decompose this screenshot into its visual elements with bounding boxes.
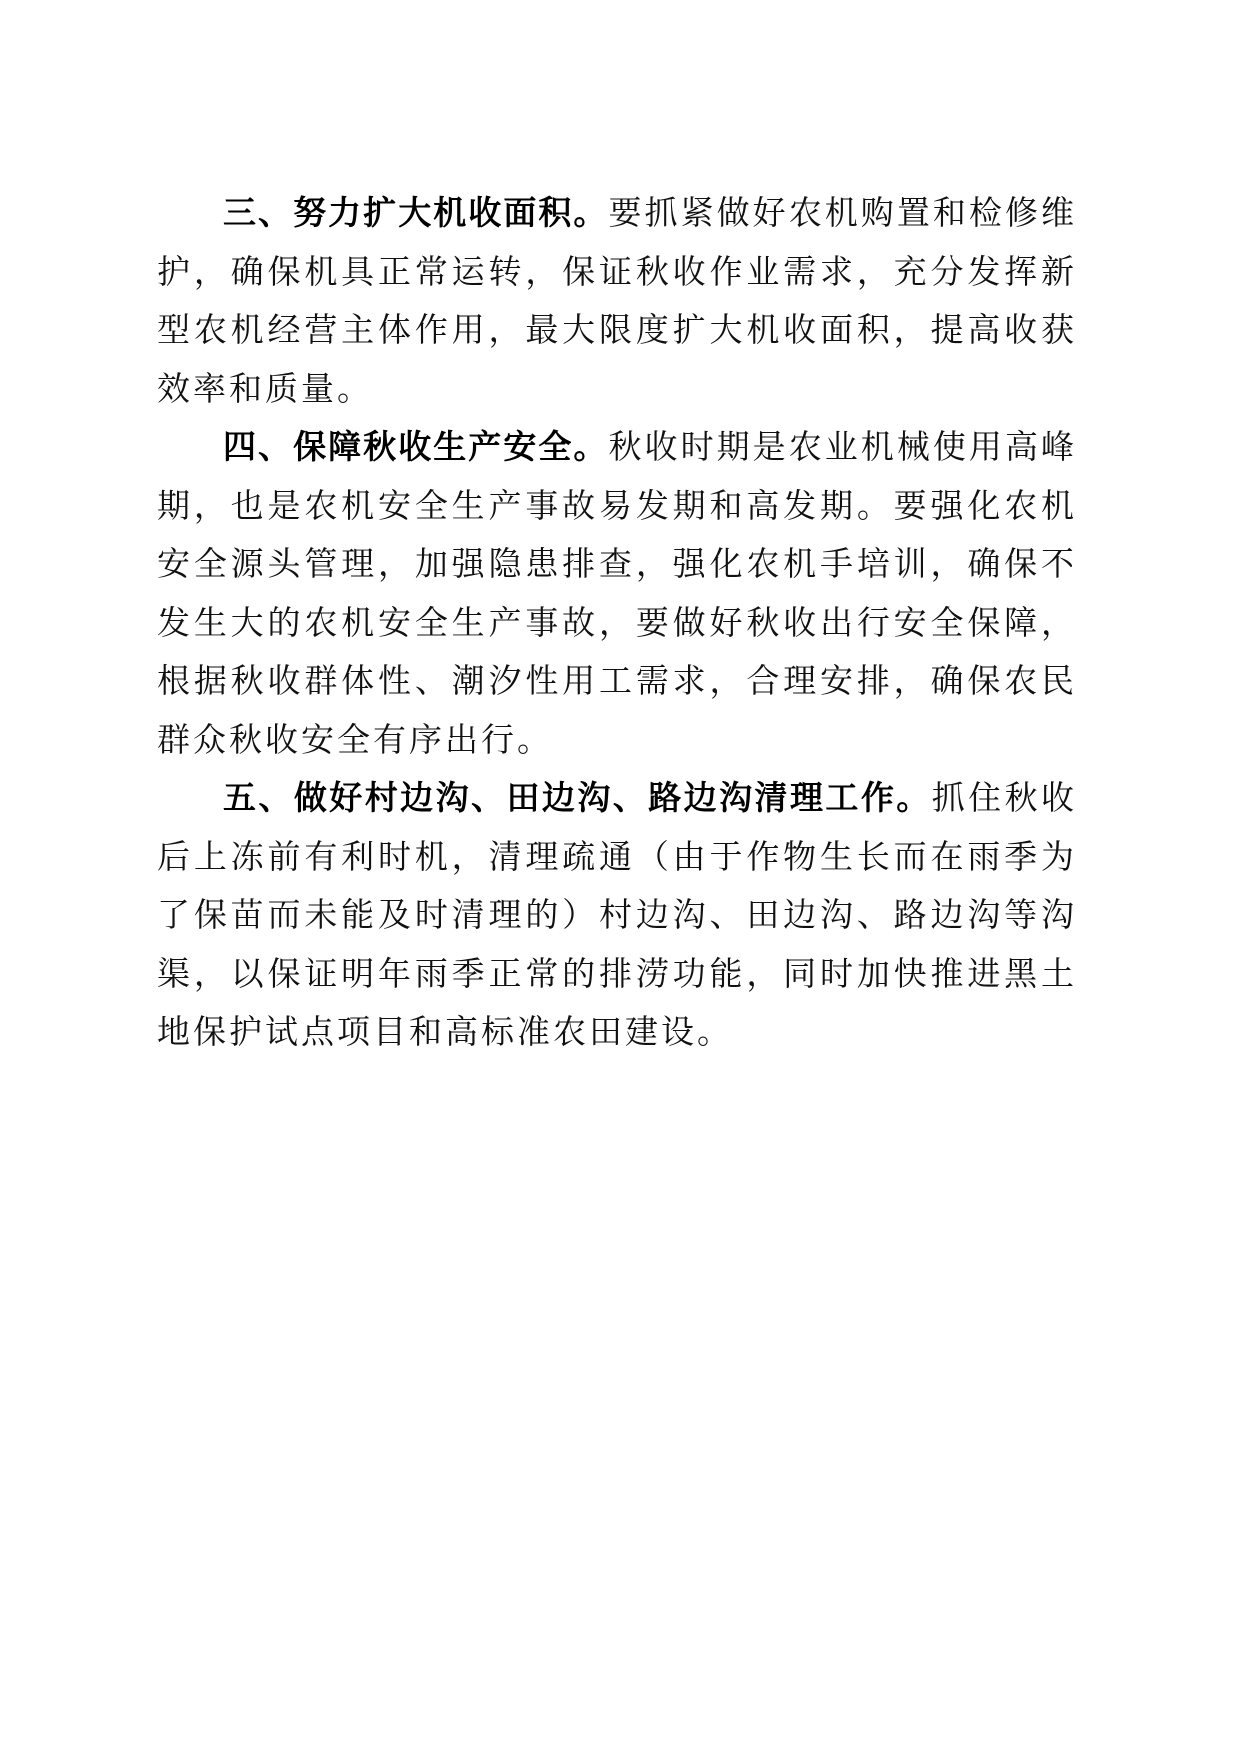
- paragraph-harvest-safety: [157, 418, 1077, 769]
- paragraph-expand-machine-harvest: [157, 184, 1077, 418]
- document-body: [157, 184, 1077, 1062]
- paragraph-text: 抓住秋收后上冻前有利时机，清理疏通（由于作物生长而在雨季为了保苗而未能及时清理的）村边沟、田边沟、路边沟等沟渠，以保证明年雨季正常的排涝功能，同时加快推进黑土地保护试点项目和高标准农田建设。: [157, 778, 1078, 1051]
- paragraph-heading: 三、努力扩大机收面积。: [223, 193, 609, 232]
- paragraph-text: 要抓紧做好农机购置和检修维护，确保机具正常运转，保证秋收作业需求，充分发挥新型农机经营主体作用，最大限度扩大机收面积，提高收获效率和质量。: [157, 193, 1078, 408]
- paragraph-heading: 四、保障秋收生产安全。: [223, 427, 609, 466]
- paragraph-ditch-cleaning: [157, 769, 1077, 1062]
- paragraph-text: 秋收时期是农业机械使用高峰期，也是农机安全生产事故易发期和高发期。要强化农机安全源头管理，加强隐患排查，强化农机手培训，确保不发生大的农机安全生产事故，要做好秋收出行安全保障，根据秋收群体性、潮汐性用工需求，合理安排，确保农民群众秋收安全有序出行。: [157, 427, 1078, 759]
- paragraph-heading: 五、做好村边沟、田边沟、路边沟清理工作。: [223, 778, 932, 817]
